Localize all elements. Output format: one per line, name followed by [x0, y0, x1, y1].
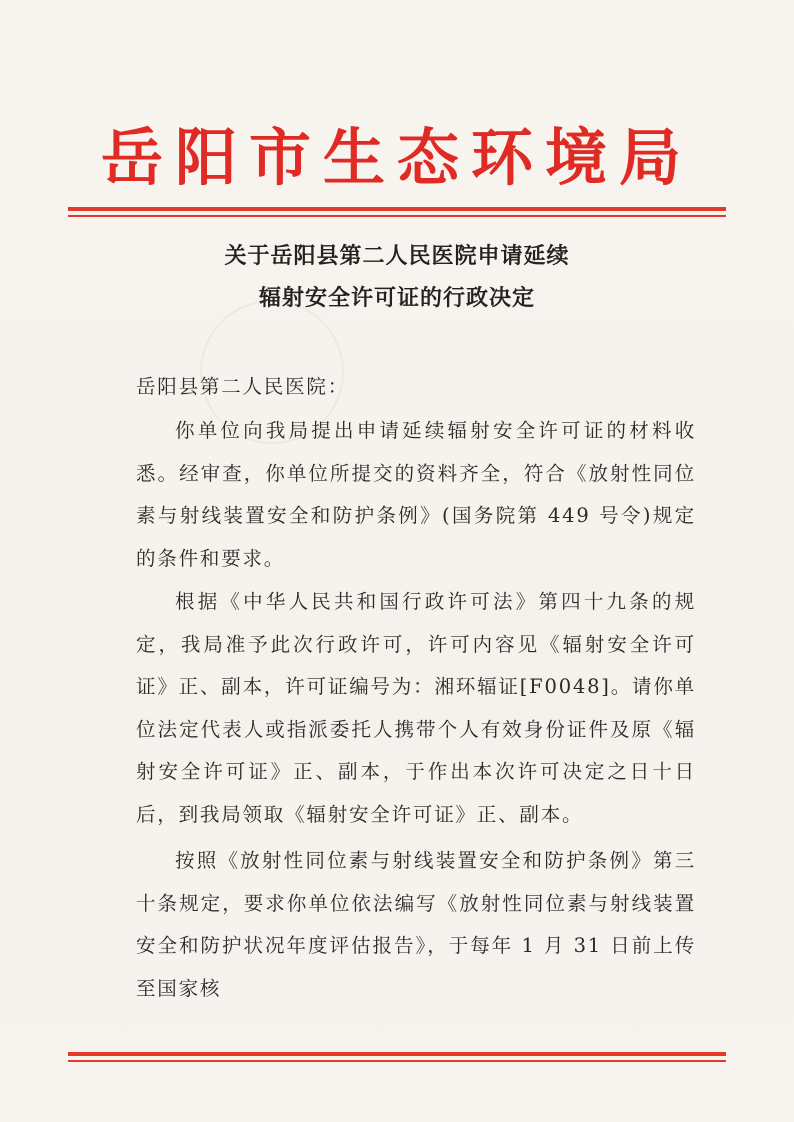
footer-rule-thick: [68, 1052, 726, 1056]
body-paragraph-1: 你单位向我局提出申请延续辐射安全许可证的材料收悉。经审查，你单位所提交的资料齐全，符合《放射性同位素与射线装置安全和防护条例》(国务院第 449 号令)规定的条件和要求。: [136, 419, 696, 570]
document-title-line-1: 关于岳阳县第二人民医院申请延续: [224, 244, 570, 269]
body-paragraph-3: 按照《放射性同位素与射线装置安全和防护条例》第三十条规定，要求你单位依法编写《放射性同位素与射线装置安全和防护状况年度评估报告》，于每年 1 月 31 日前上传至国家核: [136, 849, 696, 1000]
addressee: 岳阳县第二人民医院：: [136, 375, 350, 398]
header-rule-thin: [68, 215, 726, 217]
issuer-letterhead: 岳阳市生态环境局: [100, 121, 693, 194]
body-paragraph-2: 根据《中华人民共和国行政许可法》第四十九条的规定，我局准予此次行政许可，许可内容见《辐射安全许可证》正、副本，许可证编号为：湘环辐证[F0048]。请你单位法定代表人或指派委托人携带个人有效身份证件及原《辐射安全许可证》正、副本，于作出本次许可决定之日十日后，到我局领取《辐射安全许可证》正、副本。: [136, 590, 696, 826]
header-rule-thick: [68, 207, 726, 211]
document-title-line-2: 辐射安全许可证的行政决定: [258, 286, 535, 311]
footer-rule-thin: [68, 1060, 726, 1062]
